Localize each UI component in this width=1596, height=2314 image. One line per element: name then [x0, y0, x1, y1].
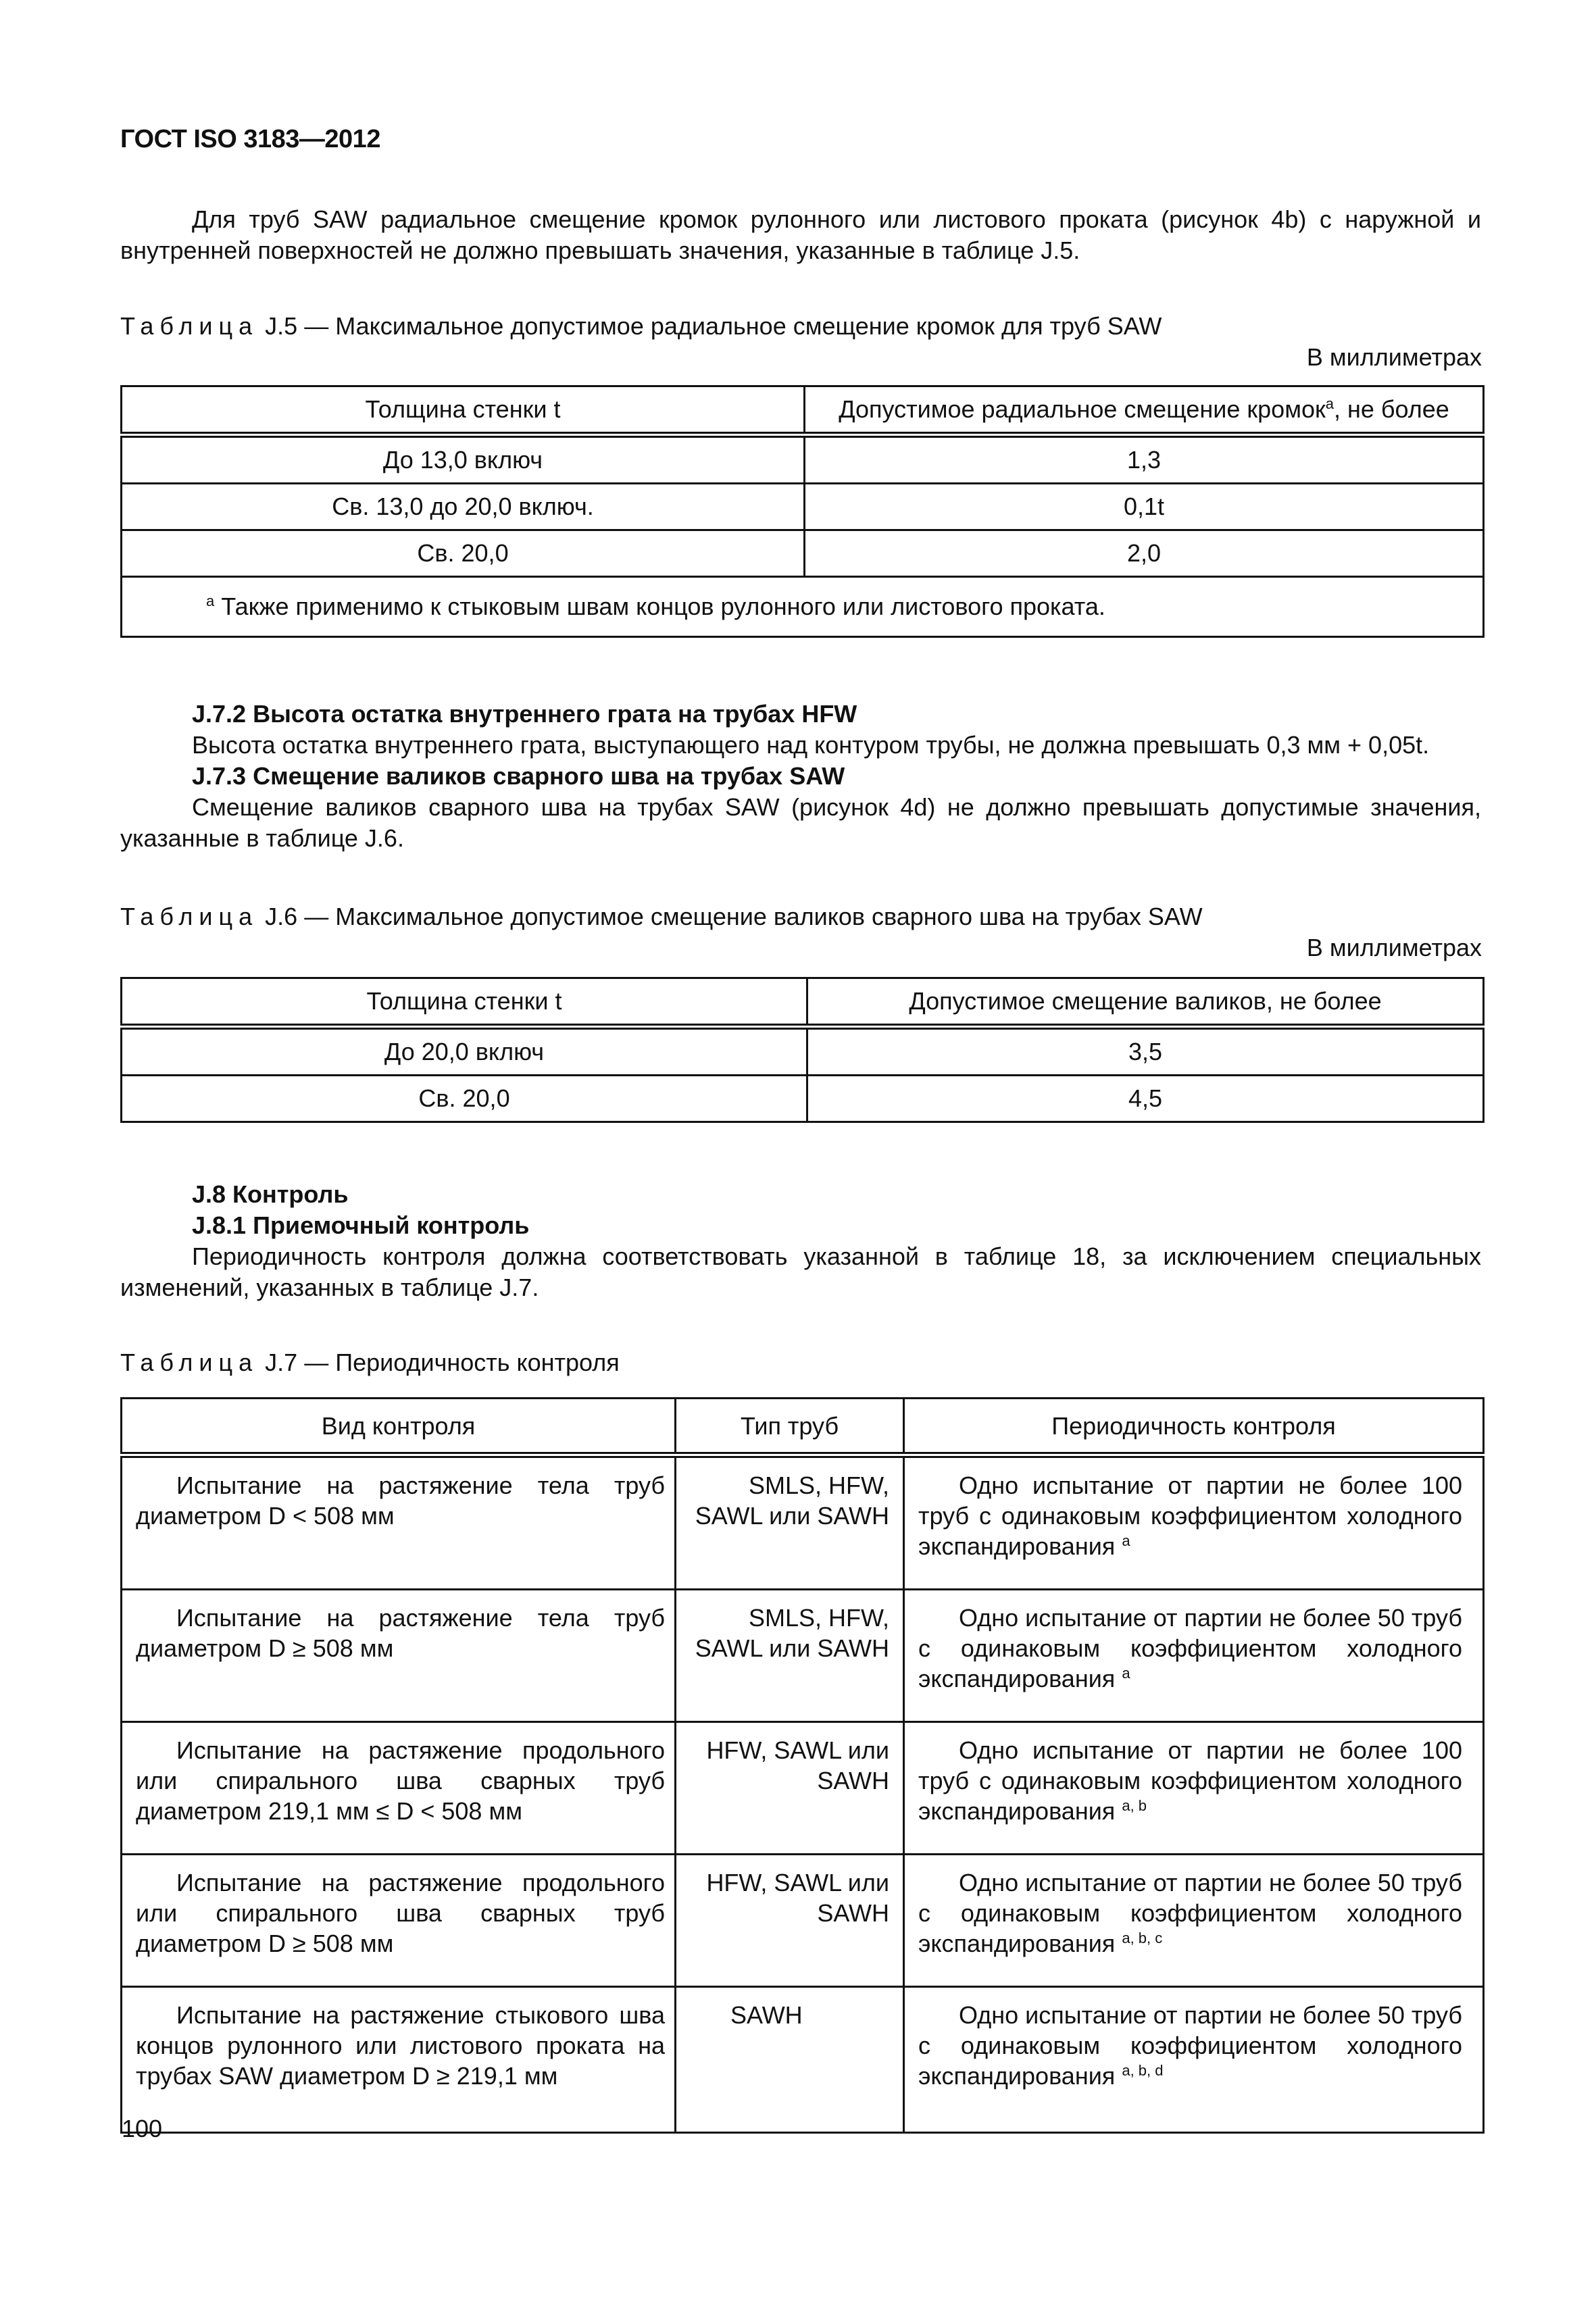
section-j81-title: J.8.1 Приемочный контроль	[192, 1211, 530, 1239]
cell-main-text: Одно испытание от партии не более 100 труб с одинаковым коэффициентом холодного экспандирования	[918, 1736, 1462, 1825]
table-cell: SAWH	[676, 1987, 904, 2133]
footnote-marker: a, b, d	[1122, 2062, 1164, 2079]
table-cell: HFW, SAWL или SAWH	[676, 1855, 904, 1987]
section-j8-title: J.8 Контроль	[192, 1180, 349, 1208]
table-cell: До 13,0 включ	[122, 435, 805, 484]
cell-text	[918, 2000, 1462, 2091]
footnote-marker: a	[1325, 395, 1334, 412]
table-footnote-row	[122, 577, 1484, 637]
cell-text: Испытание на растяжение тела труб диаметром D < 508 мм	[136, 1472, 665, 1530]
column-header: Вид контроля	[122, 1399, 676, 1455]
table-j6-units: В миллиметрах	[1306, 934, 1482, 961]
table-header-row	[122, 978, 1484, 1027]
table-cell: До 20,0 включ	[122, 1027, 807, 1076]
cell-text: Испытание на растяжение стыкового шва концов рулонного или листового проката на трубах SAW диаметром D ≥ 219,1 мм	[136, 2001, 665, 2090]
table-cell: 2,0	[805, 530, 1484, 577]
footnote-marker: a	[1122, 1532, 1130, 1549]
section-j73-text: Смещение валиков сварного шва на трубах SAW (рисунок 4d) не должно превышать допустимые значения, указанные в таблице J.6.	[120, 793, 1481, 852]
cell-text: Испытание на растяжение продольного или спирального шва сварных труб диаметром D ≥ 508 мм	[136, 1869, 665, 1957]
page-number: 100	[122, 2115, 163, 2142]
table-row	[122, 435, 1484, 484]
table-cell	[122, 1455, 676, 1590]
table-cell: 3,5	[807, 1027, 1484, 1076]
table-cell: Св. 20,0	[122, 1076, 807, 1122]
section-j72-text: Высота остатка внутреннего грата, выступающего над контуром трубы, не должна превышать 0,3 мм + 0,05t.	[192, 731, 1430, 759]
table-cell: 1,3	[805, 435, 1484, 484]
table-cell	[904, 1855, 1484, 1987]
table-header-row	[122, 1399, 1484, 1455]
cell-text	[918, 1603, 1462, 1694]
section-j8	[120, 1179, 1481, 1303]
cell-main-text: Одно испытание от партии не более 50 труб с одинаковым коэффициентом холодного экспандирования	[918, 1604, 1462, 1692]
table-row	[122, 530, 1484, 577]
table-j5-units: В миллиметрах	[1306, 343, 1482, 371]
table-cell: 0,1t	[805, 484, 1484, 530]
table-footnote	[122, 577, 1484, 637]
section-j73-title: J.7.3 Смещение валиков сварного шва на трубах SAW	[192, 762, 845, 790]
table-j7	[120, 1397, 1485, 2134]
table-cell	[904, 1455, 1484, 1590]
cell-main-text: Одно испытание от партии не более 100 труб с одинаковым коэффициентом холодного экспандирования	[918, 1472, 1462, 1560]
table-cell	[904, 1722, 1484, 1855]
table-row	[122, 484, 1484, 530]
caption-prefix: Таблица	[120, 903, 259, 930]
cell-text	[918, 1735, 1462, 1826]
cell-text	[918, 1867, 1462, 1959]
caption-text: J.6 — Максимальное допустимое смещение валиков сварного шва на трубах SAW	[265, 903, 1203, 930]
caption-prefix: Таблица	[120, 1349, 259, 1376]
column-header: Толщина стенки t	[122, 386, 805, 435]
table-j5	[120, 385, 1485, 638]
caption-text: J.7 — Периодичность контроля	[265, 1349, 620, 1376]
cell-text: Испытание на растяжение тела труб диаметром D ≥ 508 мм	[136, 1604, 665, 1662]
table-cell: HFW, SAWL или SAWH	[676, 1722, 904, 1855]
table-cell: SMLS, HFW, SAWL или SAWH	[676, 1590, 904, 1722]
table-cell	[904, 1987, 1484, 2133]
footnote-marker: a, b, c	[1122, 1930, 1163, 1946]
section-j72	[120, 699, 1481, 854]
table-row	[122, 1855, 1484, 1987]
table-cell	[904, 1590, 1484, 1722]
document-header: ГОСТ ISO 3183—2012	[120, 125, 380, 153]
table-cell: 4,5	[807, 1076, 1484, 1122]
table-row	[122, 1722, 1484, 1855]
table-row	[122, 1987, 1484, 2133]
column-header	[805, 386, 1484, 435]
footnote-marker: a, b	[1122, 1797, 1147, 1814]
table-cell	[122, 1855, 676, 1987]
column-header: Периодичность контроля	[904, 1399, 1484, 1455]
table-header-row	[122, 386, 1484, 435]
table-row	[122, 1590, 1484, 1722]
table-cell: SMLS, HFW, SAWL или SAWH	[676, 1455, 904, 1590]
col2-text: Допустимое радиальное смещение кромок	[839, 395, 1326, 423]
footnote-marker: a	[1122, 1665, 1130, 1682]
section-j72-title: J.7.2 Высота остатка внутреннего грата на трубах HFW	[192, 700, 857, 728]
footnote-text: Также применимо к стыковым швам концов рулонного или листового проката.	[221, 593, 1105, 620]
caption-text: J.5 — Максимальное допустимое радиальное смещение кромок для труб SAW	[265, 312, 1162, 340]
cell-main-text: Одно испытание от партии не более 50 труб с одинаковым коэффициентом холодного экспандирования	[918, 1869, 1462, 1957]
cell-text: Испытание на растяжение продольного или спирального шва сварных труб диаметром 219,1 мм ≤ D < 508 мм	[136, 1736, 665, 1825]
caption-prefix: Таблица	[120, 312, 259, 340]
table-cell	[122, 1722, 676, 1855]
table-row	[122, 1027, 1484, 1076]
table-cell	[122, 1590, 676, 1722]
table-row	[122, 1455, 1484, 1590]
table-row	[122, 1076, 1484, 1122]
cell-main-text: Одно испытание от партии не более 50 труб с одинаковым коэффициентом холодного экспандирования	[918, 2001, 1462, 2090]
column-header: Допустимое смещение валиков, не более	[807, 978, 1484, 1027]
column-header: Толщина стенки t	[122, 978, 807, 1027]
table-cell	[122, 1987, 676, 2133]
col2-tail: , не более	[1333, 395, 1449, 423]
table-j6	[120, 977, 1485, 1123]
section-j8-text: Периодичность контроля должна соответствовать указанной в таблице 18, за исключением специальных изменений, указанных в таблице J.7.	[120, 1242, 1481, 1301]
intro-paragraph: Для труб SAW радиальное смещение кромок рулонного или листового проката (рисунок 4b) с наружной и внутренней поверхностей не должно превышать значения, указанные в таблице J.5.	[120, 205, 1481, 264]
table-cell: Св. 20,0	[122, 530, 805, 577]
column-header: Тип труб	[676, 1399, 904, 1455]
footnote-marker: a	[206, 593, 215, 609]
table-cell: Св. 13,0 до 20,0 включ.	[122, 484, 805, 530]
table-j7-caption	[120, 1349, 620, 1377]
table-j5-caption	[120, 312, 1162, 341]
table-j6-caption	[120, 903, 1203, 931]
cell-text	[918, 1470, 1462, 1561]
